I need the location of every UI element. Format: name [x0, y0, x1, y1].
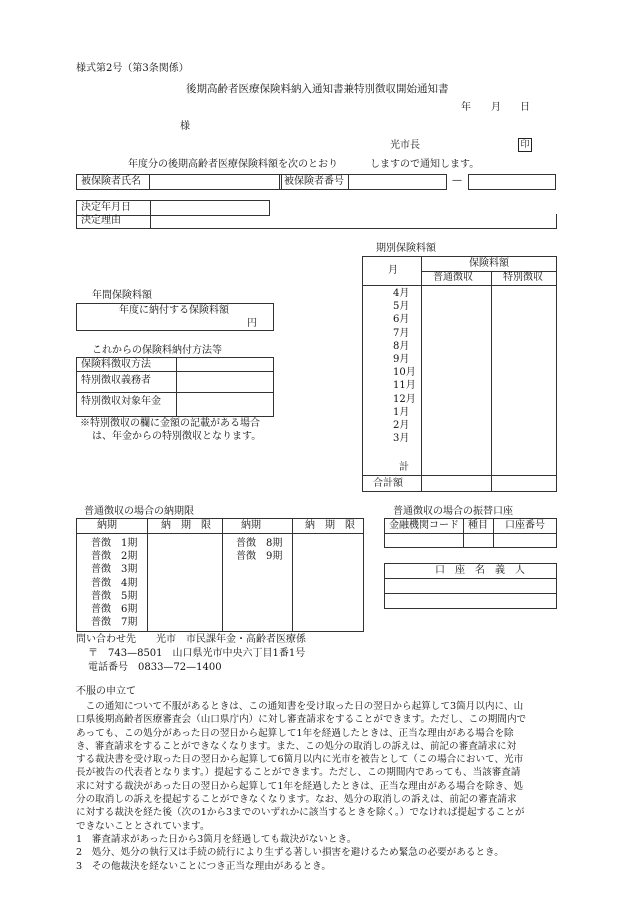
holder-table	[384, 563, 557, 609]
month-apr: 4月	[393, 288, 410, 299]
objection-line: に対する裁決を経た後（次の1から3までのいずれかに該当するときを除く。）でなければ提起することが	[76, 807, 525, 819]
objection-line: 求に対する裁決があった日の翌日から起算して1年を経過したときは、正当な理由がある場合を除き、処	[76, 780, 523, 792]
method-row-1: 保険料徴収方法	[81, 359, 151, 370]
form-id: 様式第2号（第3条関係）	[76, 63, 189, 74]
insured-name-box	[76, 174, 282, 190]
periodic-special-label: 特別徴収	[503, 272, 543, 283]
method-row-3: 特別徴収対象年金	[81, 396, 161, 407]
objection-heading: 不服の申立て	[76, 686, 136, 697]
objection-line: この通知について不服があるときは、この通知書を受け取った日の翌日から起算して3箇月以内に、山	[76, 701, 524, 712]
objection-item-3: 3 その他裁決を経ないことにつき正当な理由があるとき。	[76, 860, 331, 872]
intro-text-1: 年度分の後期高齢者医療保険料額を次のとおり	[128, 159, 338, 170]
decision-date-label: 決定年月日	[81, 202, 131, 213]
month-jun: 6月	[393, 314, 410, 326]
month-aug: 8月	[393, 340, 410, 352]
method-table	[76, 357, 274, 417]
contact-line-3: 電話番号 0833—72—1400	[88, 662, 222, 673]
contact-line-1: 問い合わせ先 光市 市民課年金・高齢者医療係	[76, 634, 306, 645]
month-sep: 9月	[393, 353, 410, 365]
objection-line: 口県後期高齢者医療審査会（山口県庁内）に対し審査請求をすることができます。ただし、この期間内で	[76, 714, 527, 726]
periodic-sum-label: 計	[399, 462, 409, 473]
period-8: 普徴 8期	[236, 538, 283, 549]
objection-line: あっても、この処分があった日の翌日から起算して1年を経過したときは、正当な理由がある場合を除	[76, 727, 514, 739]
annual-box	[76, 303, 274, 331]
deadline-col-limit-2: 納 期 限	[305, 520, 355, 531]
month-mar: 3月	[393, 433, 410, 445]
date-month: 月	[491, 102, 501, 113]
periodic-total-label: 合計額	[373, 478, 403, 489]
insured-number-label: 被保険者番号	[284, 176, 344, 187]
objection-item-1: 1 審査請求があった日から3箇月を経過しても裁決がないとき。	[76, 833, 357, 845]
deadline-col-limit: 納 期 限	[161, 520, 211, 531]
periodic-month-label: 月	[388, 265, 398, 276]
annual-line: 年度に納付する保険料額	[119, 305, 229, 316]
period-3: 普徴 3期	[91, 564, 138, 576]
objection-line: できないこととされています。	[76, 820, 210, 832]
month-dec: 12月	[393, 393, 416, 405]
period-2: 普徴 2期	[91, 551, 138, 563]
date-year: 年	[461, 102, 471, 113]
month-feb: 2月	[393, 419, 410, 431]
period-9: 普徴 9期	[236, 551, 283, 563]
number-dash: —	[452, 175, 462, 186]
period-1: 普徴 1期	[91, 538, 138, 549]
transfer-table	[384, 518, 557, 548]
sender-name: 光市長	[390, 140, 420, 151]
date-day: 日	[520, 102, 530, 113]
decision-reason-box	[76, 214, 557, 229]
periodic-heading: 期別保険料額	[376, 243, 436, 254]
recipient-suffix: 様	[180, 121, 190, 132]
transfer-col-number: 口座番号	[505, 520, 545, 531]
transfer-col-bank: 金融機関コード	[389, 520, 459, 531]
method-row-2: 特別徴収義務者	[81, 375, 151, 386]
insured-number-box	[279, 174, 447, 190]
deadline-right-list	[236, 537, 282, 563]
objection-line: 長が被告の代表者となります。）提起することができます。ただし、この期間内であっても、当該審査請	[76, 767, 521, 779]
document-title: 後期高齢者医療保険料納入通知書兼特別徴収開始通知書	[186, 83, 449, 95]
deadline-col-period: 納期	[97, 520, 117, 531]
month-oct: 10月	[393, 367, 416, 379]
objection-line: する裁決書を受け取った日の翌日から起算して6箇月以内に光市を被告として（この場合において、光市	[76, 754, 524, 766]
period-4: 普徴 4期	[91, 577, 138, 589]
insured-number-suffix-box	[468, 174, 556, 190]
period-6: 普徴 6期	[91, 603, 138, 615]
month-jan: 1月	[393, 406, 410, 418]
periodic-normal-label: 普通徴収	[433, 272, 473, 283]
seal-mark: 印	[518, 138, 532, 152]
insured-name-label: 被保険者氏名	[81, 176, 141, 187]
deadline-table	[76, 518, 364, 632]
objection-line: 分の取消しの訴えを提起することができなくなります。なお、処分の取消しの訴えは、前記の審査請求	[76, 794, 517, 806]
period-7: 普徴 7期	[91, 617, 138, 629]
decision-reason-label: 決定理由	[81, 215, 121, 226]
periodic-amount-label: 保険料額	[469, 258, 509, 269]
method-heading: これからの保険料納付方法等	[92, 345, 222, 356]
annual-unit: 円	[247, 318, 257, 329]
deadline-left-list	[91, 537, 137, 629]
deadline-heading: 普通徴収の場合の納期限	[84, 506, 194, 517]
periodic-table	[362, 256, 557, 492]
period-5: 普徴 5期	[91, 590, 138, 602]
annual-heading: 年間保険料額	[92, 290, 152, 301]
contact-line-2: 〒 743—8501 山口県光市中央六丁目1番1号	[88, 648, 306, 659]
transfer-col-type: 種目	[468, 520, 488, 531]
transfer-heading: 普通徴収の場合の振替口座	[393, 506, 513, 517]
month-nov: 11月	[393, 380, 416, 392]
month-may: 5月	[393, 301, 410, 313]
special-note-2: は、年金からの特別徴収となります。	[92, 431, 262, 442]
intro-text-2: しますので通知します。	[370, 159, 480, 170]
deadline-col-period-2: 納期	[241, 520, 261, 531]
special-note-1: ※特別徴収の欄に金額の記載がある場合	[80, 418, 260, 429]
objection-text	[76, 700, 560, 873]
objection-line: き、審査請求をすることができなくなります。また、この処分の取消しの訴えは、前記の審査請求に対	[76, 740, 517, 752]
objection-item-2: 2 処分、処分の執行又は手続の続行により生ずる著しい損害を避けるため緊急の必要があるとき。	[76, 847, 504, 859]
holder-label: 口 座 名 義 人	[435, 565, 525, 576]
month-jul: 7月	[393, 327, 410, 339]
periodic-month-list	[393, 287, 421, 445]
